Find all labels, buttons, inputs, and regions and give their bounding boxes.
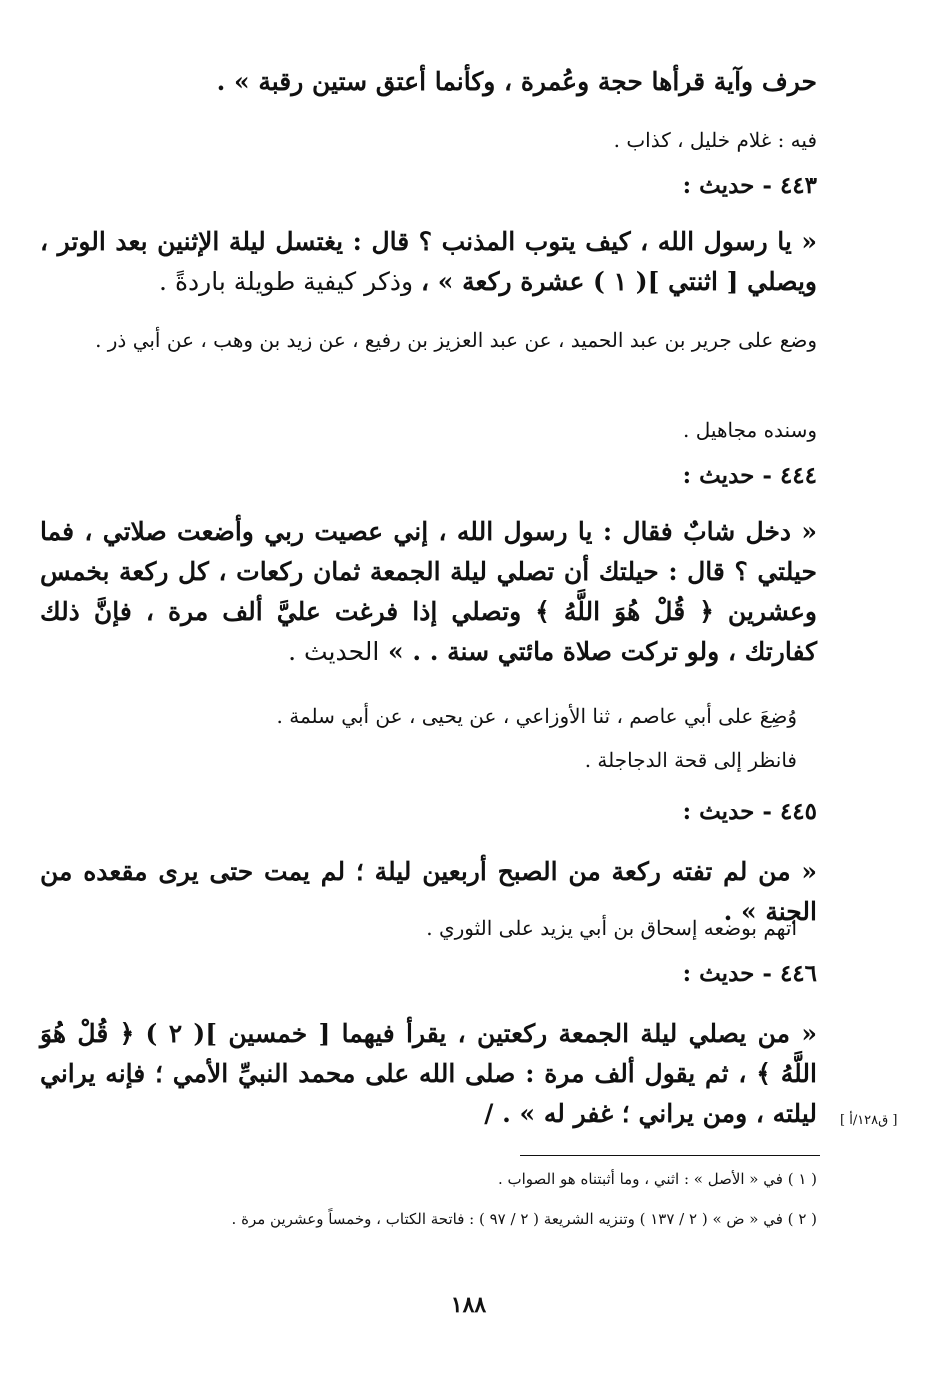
footnote-separator (520, 1155, 820, 1156)
hadith-446-heading: ٤٤٦ - حديث : (682, 960, 817, 987)
hadith-444-quote: « دخل شابٌ فقال : يا رسول الله ، إني عصيت ربي وأضعت صلاتي ، فما حيلتي ؟ قال : حيلتك أن تصلي ليلة الجمعة ثمان ركعات ، كل ركعة بخمس وعشرين ﴿ قُلْ هُوَ اللَّهُ ﴾ وتصلي إذا فرغت عليَّ ألف مرة ، فإنَّ ذلك كفارتك ، ولو تركت صلاة مائتي سنة . . » (40, 517, 817, 666)
hadith-444-verdict: فانظر إلى قحة الدجاجلة . (584, 748, 797, 772)
footnote-1: ( ١ ) في « الأصل » : اثني ، وما أثبتناه هو الصواب . (497, 1170, 817, 1188)
hadith-443-text (40, 222, 817, 302)
hadith-443-chain-note: وضع على جرير بن عبد الحميد ، عن عبد العزيز بن رفيع ، عن زيد بن وهب ، عن أبي ذر . (95, 328, 817, 352)
hadith-446-text: « من يصلي ليلة الجمعة ركعتين ، يقرأ فيهما [ خمسين ]( ٢ ) ﴿ قُلْ هُوَ اللَّهُ ﴾ ، ثم يقول ألف مرة : صلى الله على محمد النبيِّ الأمي ؛ فإنه يراني ليلته ، ومن يراني ؛ غفر له » . / (40, 1019, 817, 1128)
hadith-443-verdict: وسنده مجاهيل . (683, 418, 817, 442)
manuscript-folio-marker: [ ق١٢٨/أ ] (840, 1113, 898, 1128)
page-number: ١٨٨ (450, 1292, 487, 1318)
footnote-2: ( ٢ ) في « ض » ( ٢ / ١٣٧ ) وتنزيه الشريعة ( ٢ / ٩٧ ) : فاتحة الكتاب ، وخمساً وعشرين مرة . (231, 1210, 817, 1228)
hadith-445-chain-note: اتهم بوضعه إسحاق بن أبي يزيد على الثوري . (426, 916, 797, 940)
hadith-444-remark: الحديث . (288, 637, 380, 666)
hadith-444-heading: ٤٤٤ - حديث : (682, 462, 817, 489)
narrator-note: فيه : غلام خليل ، كذاب . (613, 128, 817, 152)
hadith-443-quote: « يا رسول الله ، كيف يتوب المذنب ؟ قال : يغتسل ليلة الإثنين بعد الوتر ، ويصلي [ اثنتي ]( ١ ) عشرة ركعة » ، (40, 227, 817, 296)
hadith-443-remark: وذكر كيفية طويلة باردةً . (159, 267, 421, 296)
hadith-445-heading: ٤٤٥ - حديث : (682, 798, 817, 825)
hadith-444-text (40, 512, 817, 672)
hadith-444-chain-note: وُضِعَ على أبي عاصم ، ثنا الأوزاعي ، عن يحيى ، عن أبي سلمة . (276, 704, 797, 728)
hadith-443-heading: ٤٤٣ - حديث : (682, 172, 817, 199)
hadith-445-text: « من لم تفته ركعة من الصبح أربعين ليلة ؛ لم يمت حتى يرى مقعده من الجنة » . (40, 857, 817, 926)
continued-hadith-text: حرف وآية قرأها حجة وعُمرة ، وكأنما أعتق ستين رقبة » . (216, 67, 817, 96)
